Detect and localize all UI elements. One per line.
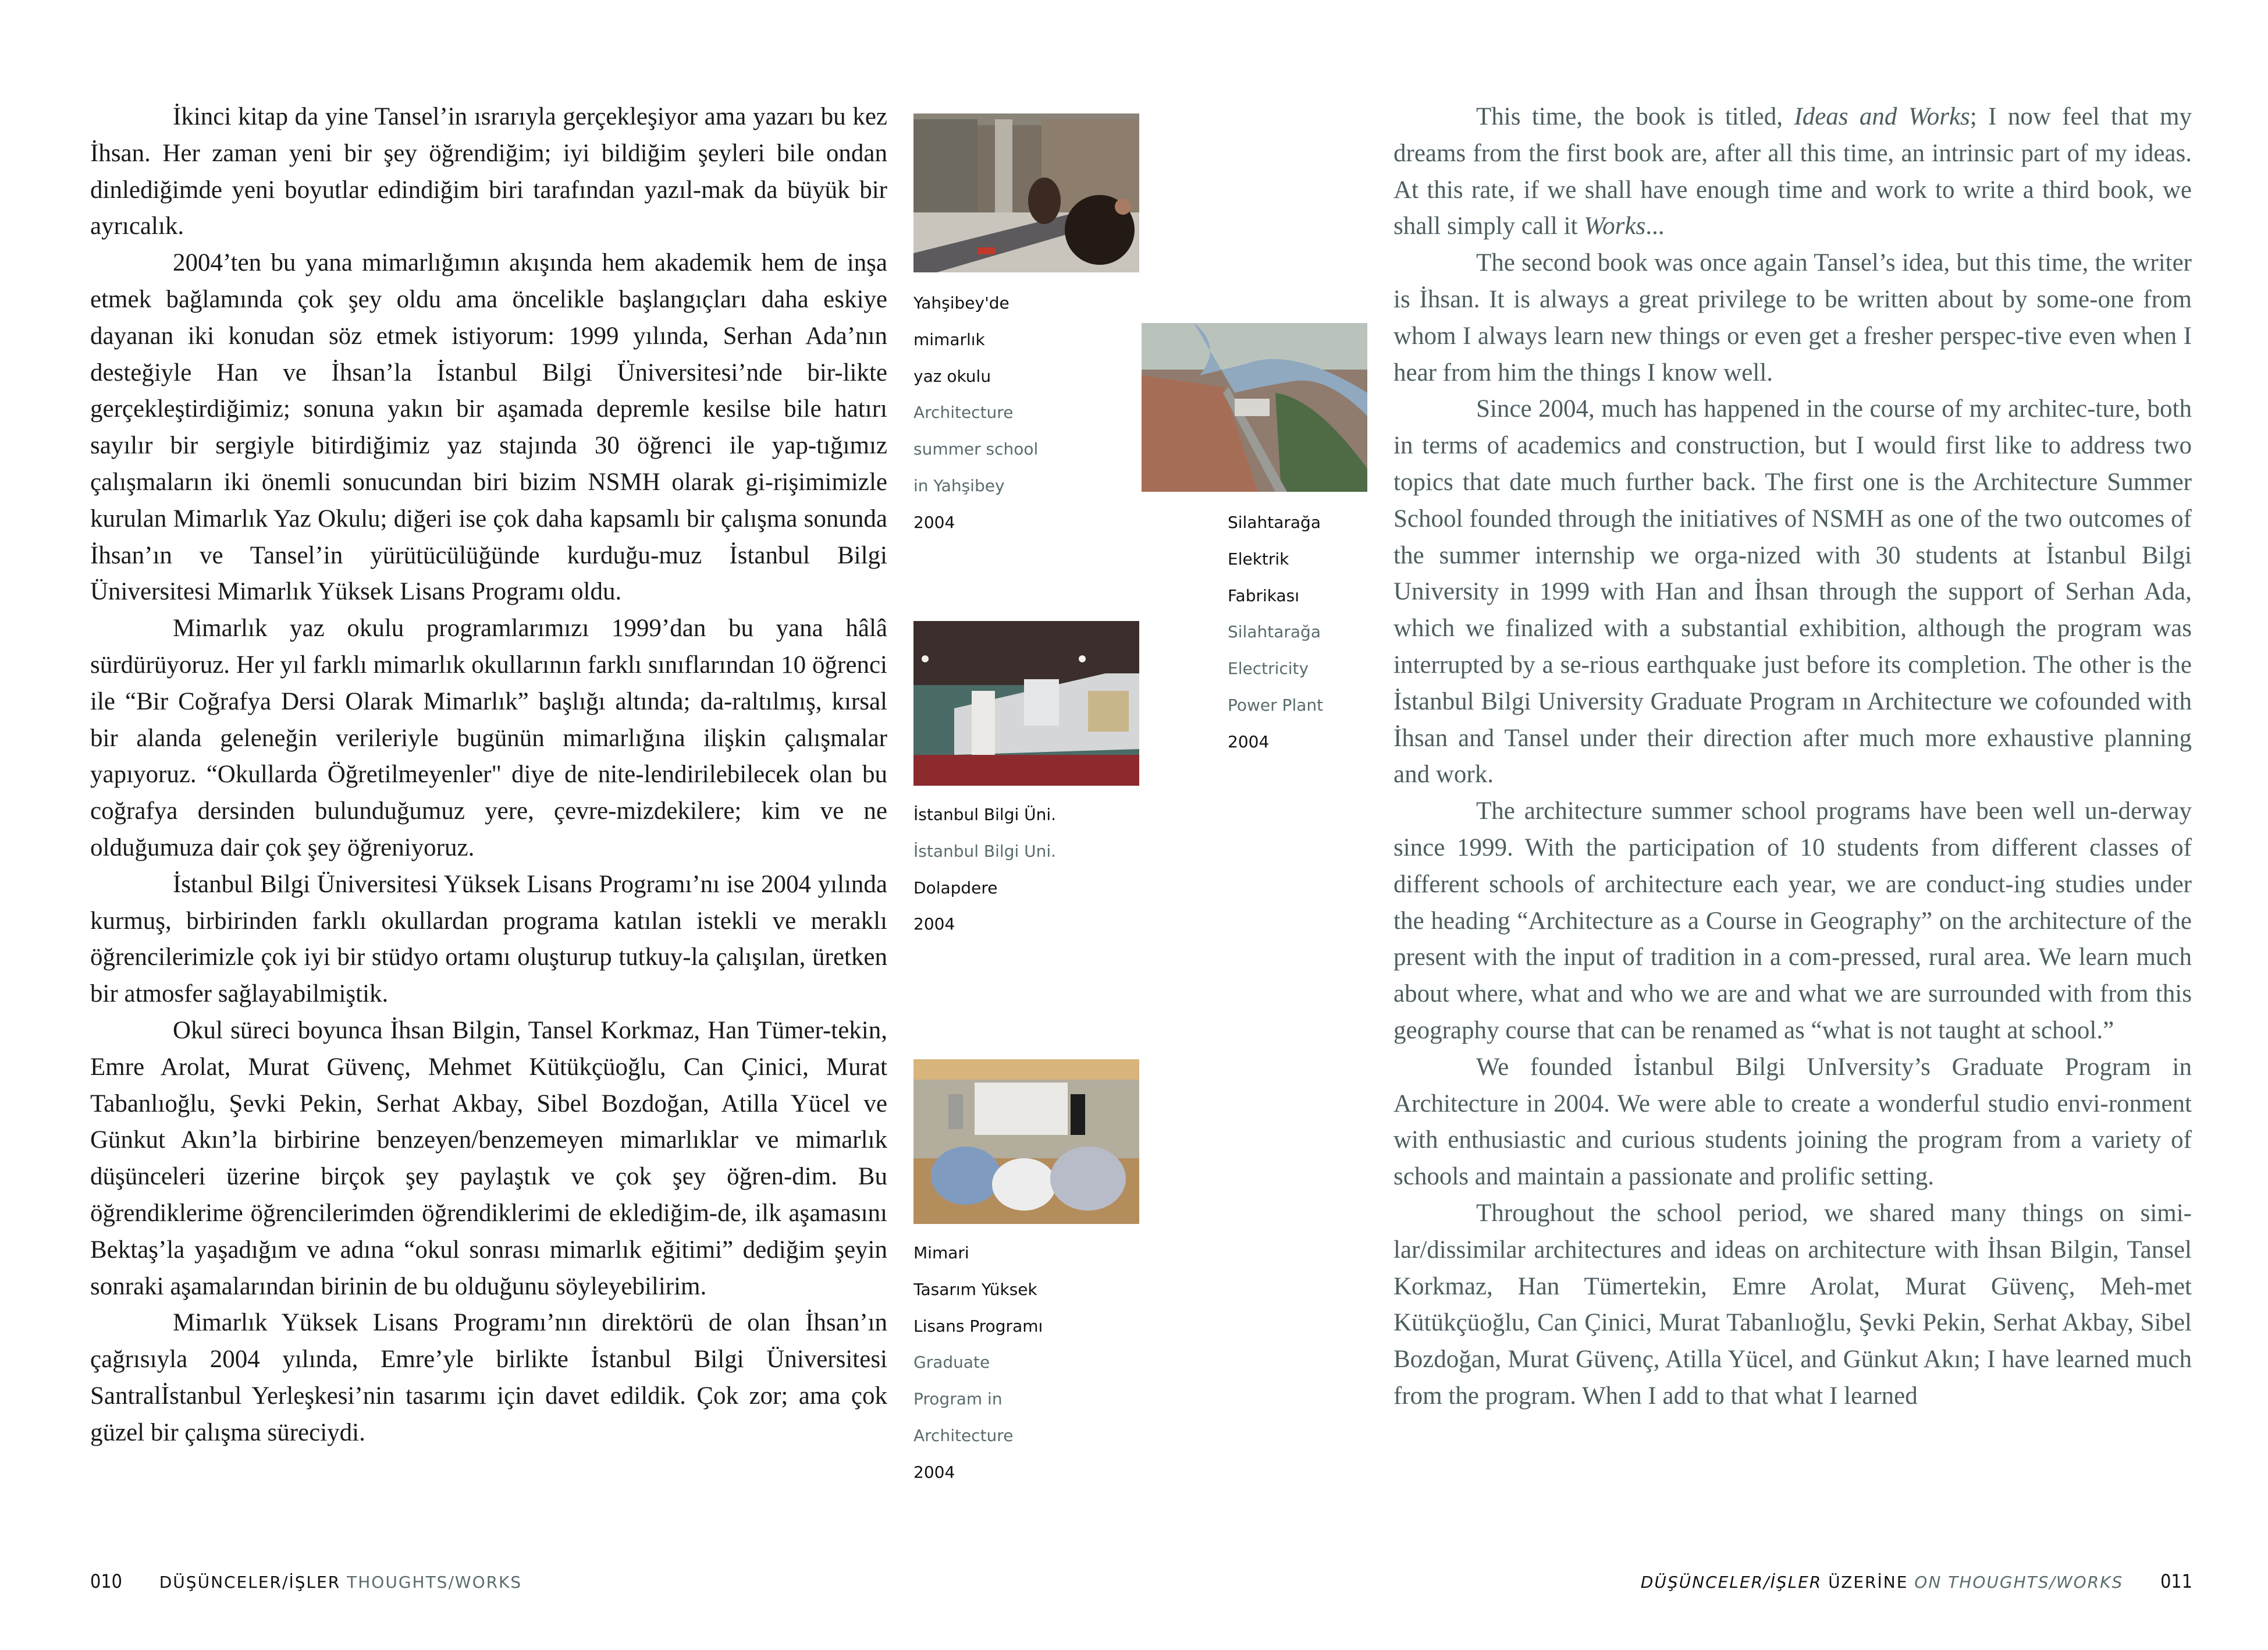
caption-bilgi-uni — [913, 797, 1056, 943]
caption-en-line: Graduate — [913, 1353, 990, 1372]
right-paragraph-4: The architecture summer school programs have been well un-derway since 1999. With the participation of 10 students from different classes of different schools of architecture each year, we are conduct-ing studies under the heading “Architecture as a Course in Geography” on the architecture of the present with the input of tradition in a com-pressed, rural area. We learn much about where, what and who we are and what we are surrounded with from this geography course that can be renamed as “what is not taught at school.” — [1393, 797, 2192, 1044]
caption-tr-line: Mimari — [913, 1243, 969, 1262]
classroom-photo — [913, 1059, 1139, 1224]
caption-tr-line: Tasarım Yüksek — [913, 1279, 1037, 1299]
right-paragraph-2: The second book was once again Tansel’s idea, but this time, the writer is İhsan. It is always a great privilege to be written about by some-one from whom I always learn new things or even get a fresher perspec-tive even when I hear from him the things I know well. — [1393, 249, 2192, 386]
caption-tr-line: Silahtarağa — [1228, 513, 1321, 532]
caption-graduate-program — [913, 1235, 1043, 1491]
caption-year: 2004 — [913, 914, 955, 934]
caption-tr-line: Lisans Programı — [913, 1316, 1043, 1336]
right-paragraph-6: Throughout the school period, we shared many things on simi-lar/dissimilar architectures and ideas on architecture with İhsan Bilgin, Tansel Korkmaz, Han Tümertekin, Emre Arolat, Murat Güvenç, Meh-met Kütükçüoğlu, Can Çinici, Murat Tabanlıoğlu, Şevki Pekin, Serhat Akbay, Sibel Bozdoğan, Murat Güvenç, Atilla Yücel, and Günkut Akın; I have learned much from the program. When I add to that what I learned — [1393, 1199, 2192, 1410]
footer-title-en: ON THOUGHTS/WORKS — [1914, 1573, 2124, 1592]
page-number-right: 011 — [2160, 1570, 2192, 1592]
right-footer — [1641, 1570, 2192, 1592]
caption-en-line: Power Plant — [1228, 695, 1324, 715]
caption-en-line: in Yahşibey — [913, 476, 1005, 495]
aerial-city-photo — [1142, 323, 1367, 492]
italic-title: Ideas and Works — [1794, 103, 1970, 130]
right-page-body-text — [1393, 99, 2192, 1415]
caption-en-line: İstanbul Bilgi Uni. — [913, 841, 1057, 861]
left-paragraph-1: İkinci kitap da yine Tansel’in ısrarıyla gerçekleşiyor ama yazarı bu kez İhsan. Her zaman yeni bir şey öğrendiğim; iyi bildiğim şeyleri bile ondan dinlediğimde yeni boyutlar edindiğim biri tarafından yazıl-mak da büyük bir ayrıcalık. — [90, 103, 887, 240]
left-paragraph-3: Mimarlık yaz okulu programlarımızı 1999’dan bu yana hâlâ sürdürüyoruz. Her yıl farklı mimarlık okullarının farklı sınıflarından 10 öğrenci ile “Bir Coğrafya Dersi Olarak Mimarlık” başlığı altında; da-raltılmış, kırsal bir alanda geleneğin verileriyle bugünün mimarlığına ilişkin çalışmalar yapıyoruz. “Okullarda Öğretilmeyenler" diye de nite-lendirilebilecek olan bu coğrafya dersinden bulunduğumuz yere, çevre-mizdekilere; kim ve ne olduğumuza dair çok şey öğreniyoruz. — [90, 615, 887, 861]
italic-title: Works — [1584, 212, 1646, 240]
caption-year: 2004 — [913, 512, 955, 532]
caption-en-line: Silahtarağa — [1228, 622, 1321, 642]
caption-tr-line: Elektrik — [1228, 549, 1289, 569]
left-footer — [90, 1570, 522, 1592]
footer-title-tr-italic: DÜŞÜNCELER/İŞLER — [1640, 1573, 1822, 1592]
left-page-body-text — [90, 99, 887, 1451]
right-paragraph-3: Since 2004, much has happened in the course of my architec-ture, both in terms of academics and construction, but I would first like to address two topics that date much further back. The first one is the Architecture Summer School founded through the initiatives of NSMH as one of the two outcomes of the summer internship we orga-nized with 30 students at İstanbul Bilgi University in 1999 with Han and İhsan through the support of Serhan Ada, which we finalized with a substantial exhibition, although the program was interrupted by a se-rious earthquake just before its completion. The other is the İstanbul Bilgi University Graduate Program ın Architecture we cofounded with İhsan and Tansel under their direction after much more exhaustive planning and work. — [1393, 395, 2192, 789]
footer-title-en: THOUGHTS/WORKS — [347, 1573, 522, 1592]
caption-tr-line: Fabrikası — [1228, 586, 1300, 605]
caption-tr-line: Yahşibey'de — [913, 293, 1009, 313]
exhibition-hall-photo — [913, 621, 1139, 786]
caption-en-line: Electricity — [1228, 659, 1309, 679]
caption-en-line: Architecture — [913, 403, 1014, 423]
left-paragraph-6: Mimarlık Yüksek Lisans Programı’nın direktörü de olan İhsan’ın çağrısıyla 2004 yılında, Emre’yle birlikte İstanbul Bilgi Üniversitesi Santralİstanbul Yerleşkesi’nin tasarımı için davet edildik. Çok zor; ama çok güzel bir çalışma süreciydi. — [90, 1309, 887, 1446]
right-paragraph-5: We founded İstanbul Bilgi UnIversity’s Graduate Program in Architecture in 2004. We were able to create a wonderful studio envi-ronment with enthusiastic and curious students joining the program from a variety of schools and maintain a passionate and prolific setting. — [1393, 1053, 2192, 1191]
left-paragraph-4: İstanbul Bilgi Üniversitesi Yüksek Lisans Programı’nı ise 2004 yılında kurmuş, birbirinden farklı okullardan programa katılan istekli ve meraklı öğrencilerimizle çok iyi bir stüdyo ortamı oluşturup tutkuy-la çalışılan, üretken bir atmosfer sağlayabilmiştik. — [90, 870, 887, 1008]
page-number-left: 010 — [90, 1570, 122, 1592]
footer-title-tr: DÜŞÜNCELER/İŞLER — [159, 1573, 341, 1592]
caption-year: 2004 — [913, 1462, 955, 1482]
left-paragraph-5: Okul süreci boyunca İhsan Bilgin, Tansel Korkmaz, Han Tümer-tekin, Emre Arolat, Murat Güvenç, Mehmet Kütükçüoğlu, Can Çinici, Murat Tabanlıoğlu, Şevki Pekin, Serhat Akbay, Sibel Bozdoğan, Atilla Yücel ve Günkut Akın’la birbirine benzeyen/benzemeyen mimarlıklar ve mimarlık düşünceleri üzerine birçok şey paylaştık ve çok şey öğren-dim. Bu öğrendiklerime öğrencilerimden öğrendiklerimi de eklediğim-de, ilk aşamasını Bektaş’la yaşadığım ve adına “okul sonrası mimarlık eğitimi” dediğim şeyin sonraki aşamalarından birinin de bu olduğunu söyleyebilirim. — [90, 1016, 887, 1300]
right-paragraph-1: This time, the book is titled, Ideas and Works; I now feel that my dreams from the first book are, after all this time, an intrinsic part of my ideas. At this rate, if we shall have enough time and work to write a third book, we shall simply call it Works... — [1393, 103, 2192, 240]
caption-tr-line: İstanbul Bilgi Üni. — [913, 805, 1057, 824]
caption-en-line: Architecture — [913, 1425, 1014, 1445]
left-paragraph-2: 2004’ten bu yana mimarlığımın akışında hem akademik hem de inşa etmek bağlamında çok şey oldu ama öncelikle başlangıçları daha eskiye dayanan iki konudan söz etmek istiyorum: 1999 yılında, Serhan Ada’nın desteğiyle Han ve İhsan’la İstanbul Bilgi Üniversitesi’nde bir-likte gerçekleştirdiğimiz; sonuna yakın bir aşamada depremle kesilse bile hatırı sayılır bir sergiyle bitirdiğimiz yaz stajında 30 öğrenci ile yap-tığımız çalışmaların iki önemli sonucundan biri bizim NSMH olarak gi-rişimimizle kurulan Mimarlık Yaz Okulu; diğeri ise çok daha kapsamlı bir çalışma sonunda İhsan’ın ve Tansel’in yürütücülüğünde kurduğu-muz İstanbul Bilgi Üniversitesi Mimarlık Yüksek Lisans Programı oldu. — [90, 249, 887, 606]
caption-power-plant — [1228, 505, 1323, 761]
caption-year: 2004 — [1228, 732, 1270, 751]
caption-tr-line: Dolapdere — [913, 878, 998, 897]
caption-tr-line: mimarlık — [913, 329, 985, 349]
summer-school-photo — [913, 113, 1139, 272]
footer-title-tr: ÜZERİNE — [1822, 1573, 1915, 1592]
caption-en-line: summer school — [913, 439, 1039, 459]
caption-en-line: Program in — [913, 1389, 1003, 1409]
caption-tr-line: yaz okulu — [913, 366, 991, 386]
caption-summer-school — [913, 285, 1038, 541]
